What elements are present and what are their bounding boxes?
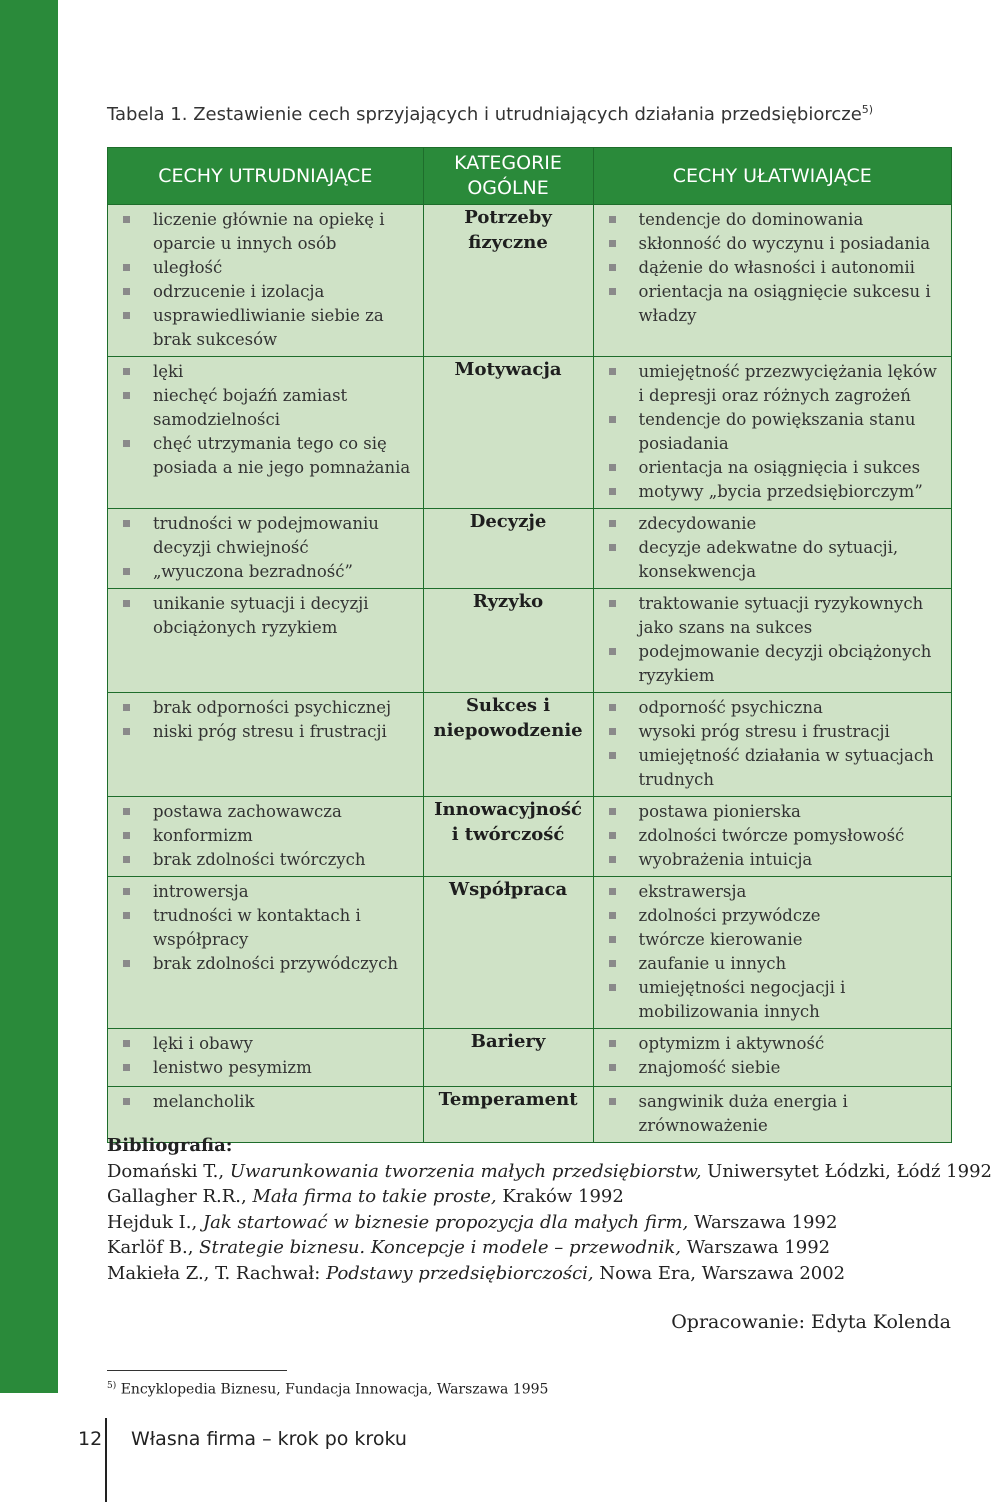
traits-table [107,147,952,1143]
list-item: twórcze kierowanie [608,928,947,952]
entry-title: Strategie biznesu. Koncepcje i modele – przewodnik, [199,1237,681,1258]
list-item: niski próg stresu i frustracji [122,720,419,744]
list-item: znajomość siebie [608,1056,947,1080]
hindering-list [122,800,419,872]
facilitating-cell [593,205,951,357]
list-item: unikanie sytuacji i decyzji obciążonych ryzykiem [122,592,419,640]
list-item: wyobrażenia intuicja [608,848,947,872]
facilitating-cell [593,693,951,797]
list-item: „wyuczona bezradność” [122,560,419,584]
header-hindering: CECHY UTRUDNIAJĄCE [108,148,424,205]
hindering-list [122,1090,419,1114]
table-row [108,797,952,877]
list-item: wysoki próg stresu i frustracji [608,720,947,744]
book-title: Własna firma – krok po kroku [131,1428,407,1450]
table-row [108,877,952,1029]
hindering-list [122,592,419,640]
facilitating-list [608,360,947,504]
bibliography-list [107,1159,992,1287]
entry-publisher: Uniwersytet Łódzki, Łódź 1992 [701,1160,992,1182]
list-item: chęć utrzymania tego co się posiada a nie jego pomnażania [122,432,419,480]
list-item: umiejętności negocjacji i mobilizowania innych [608,976,947,1024]
hindering-cell [108,357,424,509]
entry-author: Hejduk I., [107,1211,203,1233]
list-item: niechęć bojaźń zamiast samodzielności [122,384,419,432]
list-item: odrzucenie i izolacja [122,280,419,304]
list-item: tendencje do powiększania stanu posiadania [608,408,947,456]
list-item: uległość [122,256,419,280]
list-item: introwersja [122,880,419,904]
hindering-cell [108,589,424,693]
facilitating-list [608,800,947,872]
category-cell: Motywacja [423,357,593,509]
author-note: Opracowanie: Edyta Kolenda [671,1311,951,1333]
hindering-list [122,880,419,976]
table-row [108,589,952,693]
list-item: dążenie do własności i autonomii [608,256,947,280]
hindering-list [122,360,419,480]
category-cell: Decyzje [423,509,593,589]
list-item: usprawiedliwianie siebie za brak sukcesów [122,304,419,352]
list-item: zdolności twórcze pomysłowość [608,824,947,848]
table-row [108,205,952,357]
list-item: trudności w podejmowaniu decyzji chwiejność [122,512,419,560]
entry-author: Karlöf B., [107,1237,200,1258]
facilitating-cell [593,1029,951,1087]
facilitating-list [608,512,947,584]
list-item: zdolności przywódcze [608,904,947,928]
page-number: 12 [78,1428,103,1450]
table-caption: Tabela 1. Zestawienie cech sprzyjających i utrudniających działania przedsiębiorcze$^{5)}$ [107,103,874,125]
hindering-cell [108,877,424,1029]
hindering-cell [108,205,424,357]
entry-publisher: Warszawa 1992 [688,1211,838,1233]
list-item: brak zdolności twórczych [122,848,419,872]
list-item: trudności w kontaktach i współpracy [122,904,419,952]
list-item: zaufanie u innych [608,952,947,976]
list-item: traktowanie sytuacji ryzykownych jako szans na sukces [608,592,947,640]
list-item: lenistwo pesymizm [122,1056,419,1080]
list-item: umiejętność przezwyciężania lęków i depresji oraz różnych zagrożeń [608,360,947,408]
list-item: skłonność do wyczynu i posiadania [608,232,947,256]
bibliography-entry [107,1235,992,1261]
facilitating-cell [593,509,951,589]
list-item: umiejętność działania w sytuacjach trudnych [608,744,947,792]
category-cell: Bariery [423,1029,593,1087]
bibliography-entry [107,1159,992,1185]
facilitating-cell [593,357,951,509]
entry-publisher: Warszawa 1992 [680,1237,831,1258]
list-item: zdecydowanie [608,512,947,536]
hindering-cell [108,509,424,589]
bibliography-entry [107,1184,992,1210]
list-item: lęki i obawy [122,1032,419,1056]
list-item: postawa pionierska [608,800,947,824]
table-row [108,509,952,589]
list-item: optymizm i aktywność [608,1032,947,1056]
list-item: decyzje adekwatne do sytuacji, konsekwencja [608,536,947,584]
category-cell: Ryzyko [423,589,593,693]
table-row [108,693,952,797]
category-cell: Potrzeby fizyczne [423,205,593,357]
entry-publisher: Kraków 1992 [496,1186,624,1207]
list-item: postawa zachowawcza [122,800,419,824]
category-cell: Temperament [423,1087,593,1143]
category-cell: Sukces i niepowodzenie [423,693,593,797]
footnote-divider [107,1370,287,1371]
facilitating-cell [593,877,951,1029]
hindering-cell [108,1029,424,1087]
entry-author: Makieła Z., T. Rachwał: [107,1262,327,1284]
entry-title: Mała firma to takie proste, [252,1186,497,1207]
bibliography [107,1133,992,1286]
entry-author: Gallagher R.R., [107,1186,253,1207]
bibliography-title: Bibliografia: [107,1135,233,1156]
table-row [108,1029,952,1087]
bibliography-entry [107,1261,992,1287]
facilitating-list [608,208,947,328]
category-cell: Współpraca [423,877,593,1029]
facilitating-list [608,696,947,792]
hindering-cell [108,797,424,877]
hindering-list [122,512,419,584]
entry-title: Uwarunkowania tworzenia małych przedsiębiorstw, [229,1160,702,1182]
list-item: brak zdolności przywódczych [122,952,419,976]
list-item: tendencje do dominowania [608,208,947,232]
table-row [108,357,952,509]
entry-title: Podstawy przedsiębiorczości, [326,1262,594,1284]
facilitating-list [608,1032,947,1080]
list-item: motywy „bycia przedsiębiorczym” [608,480,947,504]
facilitating-cell [593,589,951,693]
list-item: orientacja na osiągnięcie sukcesu i władzy [608,280,947,328]
header-facilitating: CECHY UŁATWIAJĄCE [593,148,951,205]
list-item: podejmowanie decyzji obciążonych ryzykiem [608,640,947,688]
list-item: sangwinik duża energia i zrównoważenie [608,1090,947,1138]
list-item: liczenie głównie na opiekę i oparcie u innych osób [122,208,419,256]
hindering-cell [108,693,424,797]
list-item: brak odporności psychicznej [122,696,419,720]
table-header-row [108,148,952,205]
page-side-bar [0,0,58,1393]
footnote: $^{5)}$ Encyklopedia Biznesu, Fundacja Innowacja, Warszawa 1995 [107,1381,549,1398]
list-item: ekstrawersja [608,880,947,904]
list-item: odporność psychiczna [608,696,947,720]
table-body [108,205,952,1143]
hindering-list [122,1032,419,1080]
bibliography-entry [107,1210,992,1236]
entry-publisher: Nowa Era, Warszawa 2002 [593,1262,846,1284]
list-item: melancholik [122,1090,419,1114]
entry-title: Jak startować w biznesie propozycja dla małych firm, [202,1211,689,1233]
list-item: orientacja na osiągnięcia i sukces [608,456,947,480]
facilitating-list [608,592,947,688]
facilitating-list [608,1090,947,1138]
category-cell: Innowacyjność i twórczość [423,797,593,877]
footer-divider [105,1418,107,1502]
entry-author: Domański T., [107,1160,230,1182]
header-categories: KATEGORIE OGÓLNE [423,148,593,205]
facilitating-list [608,880,947,1024]
hindering-list [122,208,419,352]
hindering-list [122,696,419,744]
list-item: lęki [122,360,419,384]
facilitating-cell [593,797,951,877]
list-item: konformizm [122,824,419,848]
